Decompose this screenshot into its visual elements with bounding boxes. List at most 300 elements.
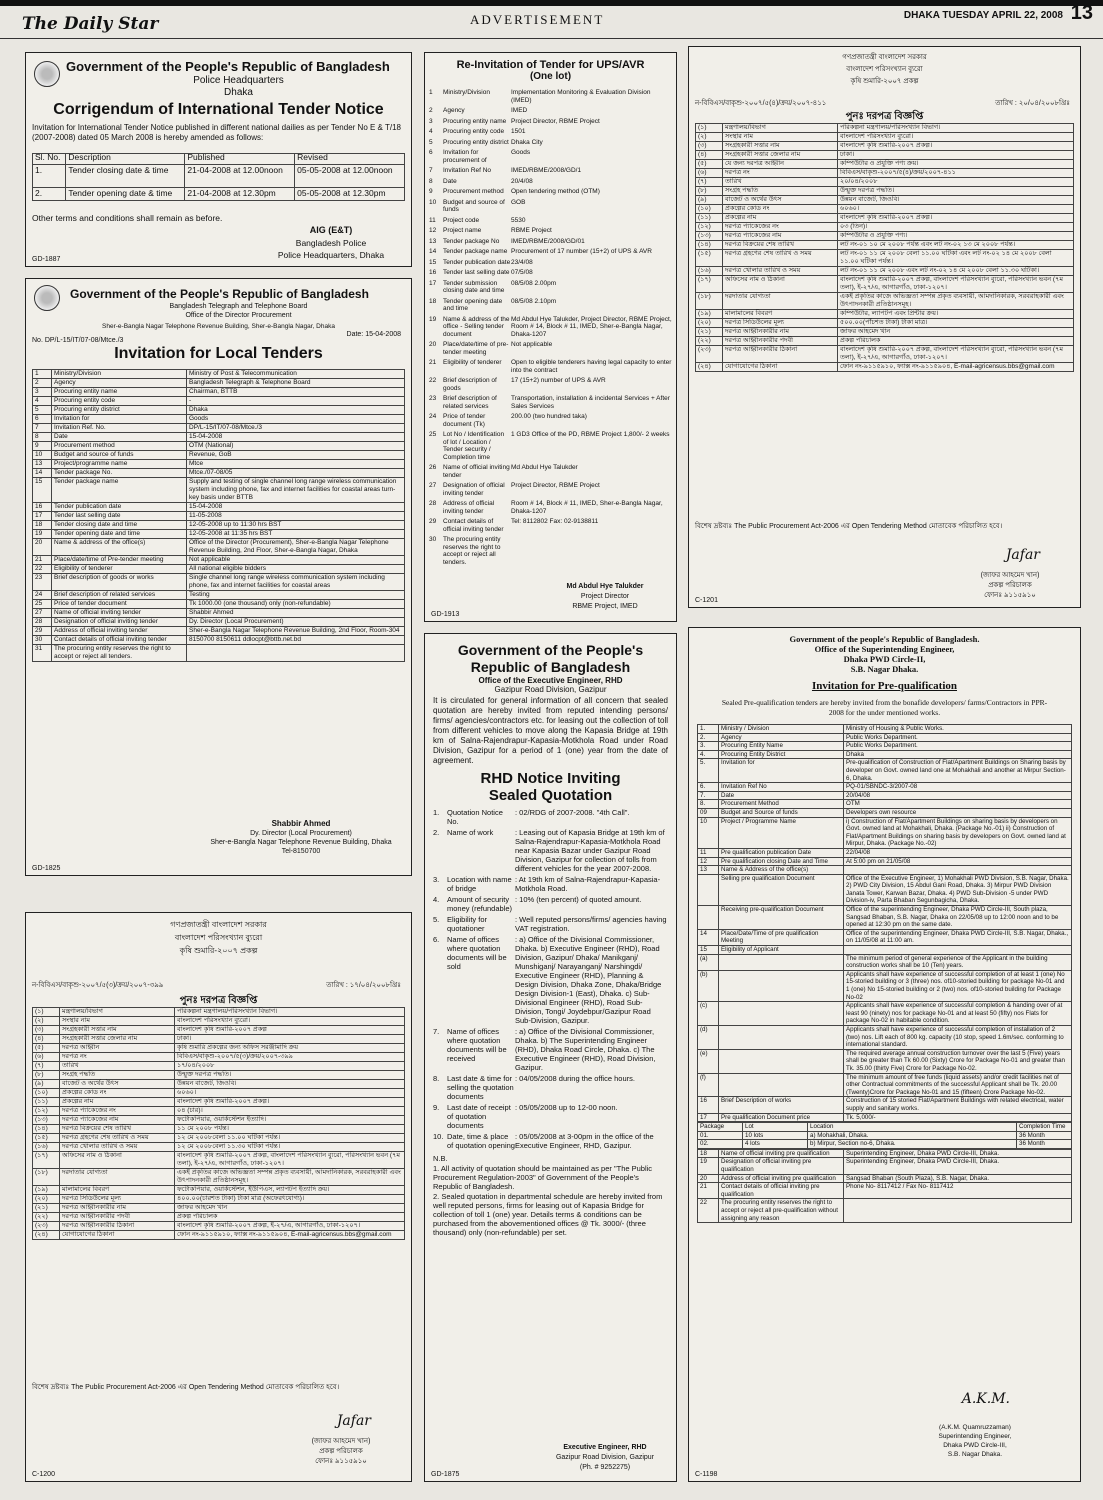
table-row <box>698 1131 1072 1140</box>
list-cell: Dhaka City <box>511 138 543 146</box>
table-cell: 31 <box>33 645 52 662</box>
list-cell: Tel: 8112802 Fax: 02-9138811 <box>511 518 599 525</box>
table-cell: (c) <box>698 1002 719 1026</box>
table-cell: (৭) <box>33 1062 60 1071</box>
list-item <box>433 1103 668 1130</box>
table-row <box>33 469 405 478</box>
list-cell: Implementation Monitoring & Evaluation Division (IMED) <box>511 89 651 104</box>
table-cell: Tk. 5,000/- <box>844 1113 1072 1122</box>
table-cell: (২৩) <box>696 346 723 363</box>
table-cell: (৮) <box>33 1071 60 1080</box>
item-number: 8. <box>433 1074 440 1083</box>
table-cell: Applicants shall have experience of successful completion of at least 1 (one) No 15-storied building or 3 (three) nos. of10-storied building for package No-01 and 1 (one) No 15-storied building or 2 (two) nos. of10-storied building for Package No-02 <box>844 970 1072 1001</box>
table-cell: Pre qualification closing Date and Time <box>719 857 844 866</box>
table-cell: কম্পিউটার, ল্যাপটপ এবং প্রিন্টার ক্রয়। <box>838 310 1074 319</box>
table-cell: Phone No- 8117412 / Fax No- 8117412 <box>844 1183 1072 1199</box>
table-cell: বাংলাদেশ পরিসংখ্যান ব্যুরো। <box>838 133 1074 142</box>
table-cell: প্রকল্পের কোড নং <box>60 1089 175 1098</box>
table-row <box>33 645 405 662</box>
table-cell: বাংলাদেশ কৃষি শুমারি-২০০৭ প্রকল্প। <box>838 142 1074 151</box>
list-cell: 19 <box>429 315 437 323</box>
list-cell: 18 <box>429 297 437 305</box>
item-key: Name of offices where quotation documents will be sold <box>447 935 507 971</box>
table-cell: Procuring Entity Name <box>719 742 844 751</box>
table-cell: দরপত্র বিক্রয়ের শেষ তারিখ <box>60 1125 175 1134</box>
item-number: 5. <box>433 915 440 924</box>
table-row <box>698 929 1072 945</box>
table-cell: 16 <box>33 503 52 512</box>
table-cell: Tender closing date and time <box>52 521 187 530</box>
table-cell: দরপত্র সিডিউলের মূল্য <box>723 319 838 328</box>
table-cell: Applicants shall have experience of successful completion of installation of 2 (two) nos. Lift each of 800 kg. capacity (10 stop, speed 1.6m/sec. conforming to international standard. <box>844 1025 1072 1049</box>
ad-code: C-1198 <box>695 1471 718 1478</box>
signatory-name: Md Abdul Hye Talukder <box>566 583 644 590</box>
paper-name: The Daily Star <box>22 14 159 34</box>
list-cell: Tender submission closing date and time <box>443 279 505 294</box>
table-cell: 12 <box>698 857 719 866</box>
list-cell: 4 <box>429 128 433 135</box>
table-cell: (৯) <box>33 1080 60 1089</box>
ad-intro: Invitation for International Tender Notice published in different national dailies as per Tender No E & T/18 (2007-2008) dated 05 March 2008 is hereby amended as follows: <box>32 123 401 142</box>
table-cell: (১৭) <box>696 276 723 293</box>
list-cell: Not applicable <box>511 341 553 348</box>
table-cell: 36 Month <box>1017 1140 1072 1149</box>
list-cell: 1 GD3 Office of the PD, RBME Project 1,800/- 2 weeks <box>511 431 670 438</box>
list-cell: 21 <box>429 359 437 366</box>
table-cell: প্রকল্প পরিচালক <box>838 337 1074 346</box>
list-item <box>429 395 672 410</box>
table-cell: Lot <box>743 1123 808 1132</box>
table-cell: 23 <box>33 574 52 591</box>
table-cell: Single channel long range wireless communication system including phone, fax and internet facilities for coastal areas <box>187 574 405 591</box>
list-item <box>429 89 672 104</box>
table-cell: 8150700 8150611 ddlocpt@bttb.net.bd <box>187 636 405 645</box>
table-row <box>33 565 405 574</box>
table-row <box>698 725 1072 734</box>
table-cell: দরপত্র নং <box>60 1053 175 1062</box>
table-row <box>33 1125 405 1134</box>
table-row <box>33 1116 405 1125</box>
ad-footer-note: Other terms and conditions shall remain as before. <box>32 213 223 223</box>
table-cell: দরপত্র আহ্বানকারীর নাম <box>723 328 838 337</box>
table-cell: Public Works Department. <box>844 733 1072 742</box>
ad-city: Dhaka <box>224 87 253 98</box>
table-cell: বাংলাদেশ কৃষি শুমারি-২০০৭ প্রকল্প। <box>838 214 1074 223</box>
item-number: 10. <box>433 1132 444 1141</box>
list-cell: Contact details of official inviting tender <box>443 518 504 533</box>
list-cell: Budget and source of funds <box>443 198 505 213</box>
ad-pwd-prequalification <box>688 627 1081 1482</box>
signatory-tel: ফোনঃ ৯১১৫৯১০ <box>315 1458 367 1465</box>
item-value: : Well reputed persons/firms/ agencies having VAT registration. <box>515 915 667 933</box>
masthead <box>0 0 1103 39</box>
table-cell: 17 <box>33 512 52 521</box>
table-cell: 36 Month <box>1017 1131 1072 1140</box>
table-cell: (২২) <box>33 1213 60 1222</box>
ad-code: GD-1887 <box>32 256 61 263</box>
list-cell: Tender publication date <box>443 258 511 266</box>
list-item <box>429 167 672 175</box>
table-cell: দরপত্র আহ্বান <box>60 1044 175 1053</box>
item-value: : 05/05/2008 at 3-00pm in the office of the Executive Engineer, RHD, Gazipur. <box>515 1132 654 1150</box>
table-cell: ফোন নং-৯১১৫৯১০, ফ্যাক্স নং-৯১১৫৯০৪, E-mail-agricensus.bbs@gmail.com <box>175 1231 405 1240</box>
table-cell: Invitation for <box>719 759 844 783</box>
table-cell: দরপত্র সিডিউলের মূল্য <box>60 1195 175 1204</box>
table-cell: Date <box>52 433 187 442</box>
table-cell: Sher-e-Bangla Nagar Telephone Revenue Building, 2nd Floor, Room-304 <box>187 627 405 636</box>
list-cell: 11 <box>429 216 436 224</box>
table-cell <box>719 970 844 1001</box>
tender-details-table <box>32 369 405 662</box>
table-cell: Tender opening date & time <box>66 188 185 201</box>
table-cell: 2. <box>698 733 719 742</box>
table-cell: Budget and source of funds <box>52 451 187 460</box>
table-row <box>698 759 1072 783</box>
list-cell: Tender package No <box>443 237 500 245</box>
table-cell: প্রকল্প পরিচালক <box>175 1213 405 1222</box>
list-cell: Project code <box>443 216 480 224</box>
list-cell: Name & address of the office - Selling tender document <box>443 315 510 338</box>
signatory-address: Sher-e-Bangla Nagar Telephone Revenue Building, Dhaka <box>210 839 392 846</box>
ad-bengali-retender-right <box>688 46 1081 608</box>
table-cell: (৮) <box>696 187 723 196</box>
ad-circle: Dhaka PWD Circle-II, <box>843 654 926 664</box>
table-cell: (১৮) <box>33 1169 60 1186</box>
table-cell: Contact details of official inviting tender <box>52 636 187 645</box>
table-row <box>33 521 405 530</box>
table-cell: Name & Address of the office(s) <box>719 866 844 875</box>
table-row <box>698 874 1072 905</box>
table-cell: কম্পিউটার ও প্রযুক্তি পণ্য। <box>838 232 1074 241</box>
item-key: Quotation Notice No. <box>447 808 503 826</box>
list-cell: The procuring entity reserves the right to accept or reject all tenders. <box>443 536 501 566</box>
table-cell: Designation of official inviting tender <box>52 618 187 627</box>
list-item <box>429 199 672 214</box>
list-cell: 17 (15+2) number of UPS & AVR <box>511 377 606 384</box>
table-cell: উন্মুক্ত দরপত্র পদ্ধতি। <box>838 187 1074 196</box>
ad-org: Bangladesh Telegraph and Telephone Board <box>169 303 308 310</box>
item-key: Name of offices where quotation documents will be received <box>447 1027 507 1063</box>
table-row <box>696 223 1074 232</box>
table-cell: ৪০০.০০(চারশত টাকা) টাকা মাত্র (অফেরৎযোগ্য)। <box>175 1195 405 1204</box>
table-cell: সংগ্রহকারী সত্তার জেলার নাম <box>60 1035 175 1044</box>
list-cell: 14 <box>429 248 437 255</box>
table-row <box>33 618 405 627</box>
table-row <box>33 442 405 451</box>
list-cell: 15 <box>429 258 437 266</box>
list-cell: 12 <box>429 227 437 234</box>
list-cell: Lot No / Identification of lot / Location / Tender security / Completion time <box>443 431 505 461</box>
table-cell: পরিকল্পনা মন্ত্রণালয়/পরিসংখ্যান বিভাগ। <box>838 124 1074 133</box>
table-cell: Address of official inviting pre qualification <box>719 1174 844 1183</box>
section-label: ADVERTISEMENT <box>470 12 605 27</box>
table-row <box>696 142 1074 151</box>
package-table <box>697 1122 1072 1149</box>
list-cell: 16 <box>429 269 437 276</box>
list-cell: 23/4/08 <box>511 258 533 266</box>
ad-police-corrigendum <box>25 52 412 267</box>
table-cell: Eligibility of tenderer <box>52 565 187 574</box>
ad-gov-heading: গণপ্রজাতন্ত্রী বাংলাদেশ সরকার <box>842 54 927 61</box>
table-cell: Agency <box>52 379 187 388</box>
table-cell <box>719 1025 844 1049</box>
table-cell: Construction of 15 storied Flat/Apartment Buildings with related electrical, water supply and sanitary works. <box>844 1097 1072 1113</box>
list-cell: Invitation Ref No <box>443 167 492 174</box>
list-cell: 08/5/08 2.00pm <box>511 279 557 287</box>
list-item <box>433 1027 668 1072</box>
table-cell: বিবিএস/বাকৃশু-২০০৭/৫(৩)/ক্রয়/২০০৭-৩৯৯ <box>175 1053 405 1062</box>
table-cell: 1. <box>33 165 66 188</box>
table-cell: (২১) <box>33 1204 60 1213</box>
signature-image: A.K.M. <box>961 1391 1010 1407</box>
table-cell: (১১) <box>33 1098 60 1107</box>
list-cell: Procuring entity district <box>443 138 509 146</box>
table-cell: প্রকল্পের কোড নং <box>723 205 838 214</box>
list-cell: Ministry/Division <box>443 89 490 96</box>
table-cell: দরপত্র খোলার তারিখ ও সময় <box>60 1143 175 1152</box>
table-cell: (২২) <box>696 337 723 346</box>
list-cell: 26 <box>429 464 437 471</box>
table-row <box>696 205 1074 214</box>
table-cell: লট নং-০১ ১১ মে ২০০৮ বেলা ১১.০০ ঘটিকা এবং লট নং-০২ ১৪ মে ২০০৮ বেলা ১১.০০ ঘটিকা পর্যন্ত। <box>838 250 1074 267</box>
table-cell: মন্ত্রণালয়/বিভাগ <box>723 124 838 133</box>
ad-org: বাংলাদেশ পরিসংখ্যান ব্যুরো <box>174 933 263 942</box>
ad-code: GD-1913 <box>431 611 460 618</box>
item-value: : Leasing out of Kapasia Bridge at 19th km of Salna-Rajendrapur-Kapasia-Motkhola Road near Kapasia Bazar under Gazipur Road Division, Gazipur for collection of tolls from different vehicles for the year 2007-2008. <box>515 828 665 873</box>
table-cell: (১৮) <box>696 293 723 310</box>
table-cell: Invitation Ref. No. <box>52 424 187 433</box>
item-number: 3. <box>433 875 440 884</box>
list-item <box>433 875 668 893</box>
table-row <box>33 1222 405 1231</box>
item-value: : 02/RDG of 2007-2008. "4th Call". <box>515 808 630 817</box>
ad-address: S.B. Nagar Dhaka. <box>850 664 919 674</box>
table-cell <box>719 1002 844 1026</box>
list-cell: 13 <box>429 237 437 245</box>
table-cell: সংস্থার নাম <box>723 133 838 142</box>
table-row <box>33 1107 405 1116</box>
signatory-name: (জাফর আহমেদ খান) <box>980 572 1040 579</box>
table-cell: Ministry of Post & Telecommunication <box>187 370 405 379</box>
table-row <box>33 478 405 503</box>
list-cell: 1501 <box>511 128 526 135</box>
table-cell: উন্নয়ন বাজেট, জিওবি। <box>838 196 1074 205</box>
table-cell: OTM (National) <box>187 442 405 451</box>
list-item <box>429 149 672 164</box>
item-value: : 05/05/2008 up to 12-00 noon. <box>515 1103 618 1112</box>
list-cell: 25 <box>429 431 437 438</box>
list-item <box>429 248 672 256</box>
table-row <box>698 848 1072 857</box>
table-row <box>698 1097 1072 1113</box>
table-cell: Not applicable <box>187 556 405 565</box>
table-cell: বিবিএস/বাকৃশু-২০০৭/৫(৪)/ক্রয়/২০০৭-৪১১ <box>838 169 1074 178</box>
ad-date: তারিখ : ১৭/০৪/২০০৮খ্রিঃ <box>326 982 401 989</box>
list-cell: 07/5/08 <box>511 269 533 276</box>
table-cell <box>844 946 1072 955</box>
table-cell: (১৯) <box>33 1186 60 1195</box>
table-cell: 15 <box>33 478 52 503</box>
table-cell: (১২) <box>696 223 723 232</box>
ad-ref-no: No. DP/L-15/IT/07-08/Mtce./3 <box>32 337 124 344</box>
table-cell: জাফর আহমেদ খান <box>175 1204 405 1213</box>
table-cell: দরপত্র নং <box>723 169 838 178</box>
table-row <box>33 406 405 415</box>
table-cell: 8. <box>698 800 719 809</box>
table-cell: (a) <box>698 954 719 970</box>
list-cell: Transportation, installation & incidental Services + After Sales Services <box>511 395 670 410</box>
item-key: Eligibility for quotationer <box>447 915 488 933</box>
ad-title: পুনঃ দরপত্র বিজ্ঞপ্তি <box>845 111 924 122</box>
table-cell: দরপত্র গ্রহণের শেষ তারিখ ও সময় <box>60 1134 175 1143</box>
list-cell: 7 <box>429 167 433 174</box>
table-cell: (৭) <box>696 178 723 187</box>
table-cell: যে জন্য দরপত্র আহ্বান <box>723 160 838 169</box>
table-cell: Selling pre qualification Document <box>719 874 844 905</box>
table-row <box>696 124 1074 133</box>
list-cell: 8 <box>429 177 433 185</box>
table-cell <box>719 1073 844 1097</box>
table-cell: 19 <box>33 530 52 539</box>
table-cell: 18 <box>698 1149 719 1158</box>
table-cell: 30 <box>33 636 52 645</box>
table-cell: 15-04-2008 <box>187 503 405 512</box>
table-cell: (১৭) <box>33 1152 60 1169</box>
table-row <box>696 328 1074 337</box>
list-cell: Md Abdul Hye Talukder <box>511 464 578 471</box>
ad-bttb-local-tenders <box>25 278 412 876</box>
table-cell: (১) <box>33 1008 60 1017</box>
table-cell: (১৬) <box>696 267 723 276</box>
table-row <box>698 1073 1072 1097</box>
list-cell: 3 <box>429 117 433 125</box>
table-cell: OTM <box>844 800 1072 809</box>
ad-intro: Sealed Pre-qualification tenders are hereby invited from the bonafide developers/ farms/Contractors in PPR-2008 for the under mentioned works. <box>721 698 1048 717</box>
ad-office: Office of the Executive Engineer, RHD <box>478 676 623 685</box>
table-row <box>33 379 405 388</box>
list-item <box>429 316 672 339</box>
table-cell: Address of official inviting tender <box>52 627 187 636</box>
table-cell: (১৫) <box>33 1134 60 1143</box>
table-cell: (১৪) <box>33 1125 60 1134</box>
table-row <box>33 388 405 397</box>
ad-note: বিশেষ দ্রষ্টব্যঃ The Public Procurement Act-2006 এর Open Tendering Method মোতাবেক পরিচালিত হবে। <box>695 523 1003 530</box>
signatory-org: Bangladesh Police <box>295 238 367 248</box>
table-row <box>33 433 405 442</box>
corrigendum-table <box>32 153 405 201</box>
table-row <box>33 1143 405 1152</box>
list-cell: Open to eligible tenderers having legal capacity to enter into the contract <box>511 359 672 374</box>
ad-intro: It is circulated for general information of all concern that sealed quotation are hereby invited from reputed intending persons/ firms/ agencies/contractors etc. for leasing out the collection of toll from different vehicles to move along the Kapasia Bridge at 19th km of Salna-Rajendrapur-Kapasia-Motkhola Road under Road Division, Gazipur for a period of 1 (one) year from the date of agreement. <box>433 696 668 765</box>
table-row <box>698 1158 1072 1174</box>
table-row <box>696 363 1074 372</box>
table-cell: সংগ্রহ পদ্ধতি <box>60 1071 175 1080</box>
table-cell: 15-04-2008 <box>187 433 405 442</box>
table-cell: 21 <box>698 1183 719 1199</box>
table-cell: 6. <box>698 783 719 792</box>
top-rule <box>0 0 1103 6</box>
table-cell: সংগ্রহকারী সত্তার নাম <box>723 142 838 151</box>
table-cell: 05-05-2008 at 12.30pm <box>295 188 405 201</box>
table-header: Sl. No. <box>33 154 66 165</box>
table-cell: Pre qualification publication Date <box>719 848 844 857</box>
list-cell: Designation of official inviting tender <box>443 482 505 497</box>
table-cell: Office of the Director (Procurement), Sher-e-Bangla Nagar Telephone Revenue Building, 2nd Floor, Sher-e-Bangla Nagar, Dhaka <box>187 539 405 556</box>
table-cell: মন্ত্রণালয়/বিভাগ <box>60 1008 175 1017</box>
item-value: : a) Office of the Divisional Commissioner, Dhaka. b) Executive Engineer (RHD), Road Division, Gazipur/ Dhaka/ Manikganj/ Munshiganj/ Narayanganj/ Narshingdi/ Executive Engineer (RHD), Planning & Design Division, Dhaka Zone, Dhaka/Bridge Design Division-1 (East), Dhaka. c) Sub-Divisional Engineer (RHD), Road Sub-Division, Tongi/ Joydebpur/Gazipur Road Sub-Division, Gazipur. <box>515 935 662 1025</box>
table-cell: 18 <box>33 521 52 530</box>
table-cell: Tender package No. <box>52 469 187 478</box>
table-cell: 10 <box>698 817 719 848</box>
table-row <box>698 791 1072 800</box>
list-cell: 27 <box>429 482 437 489</box>
ad-title: পুনঃ দরপত্র বিজ্ঞপ্তি <box>179 995 258 1006</box>
tender-details-table <box>32 1007 405 1240</box>
table-cell: a) Mohakhali, Dhaka. <box>808 1131 1017 1140</box>
table-cell: দরদাতার যোগ্যতা <box>723 293 838 310</box>
list-cell: 5 <box>429 138 433 146</box>
table-cell: ২০/০৪/২০০৮ <box>838 178 1074 187</box>
table-row <box>696 178 1074 187</box>
table-row <box>33 1231 405 1240</box>
table-cell: দরপত্র প্যাকেজের নং <box>723 223 838 232</box>
table-row <box>698 733 1072 742</box>
details-table <box>32 1007 405 1240</box>
nb-item: 2. Sealed quotation in departmental schedule are hereby invited from well reputed persons, firms for leasing out of Kapasia Bridge for collection of toll 1 (one) year. Details terms & conditions can be purchased from the abovementioned offices @ Tk. 3000/- (three thousand) only (non-refundable) per set. <box>433 1192 663 1237</box>
signatory-circle: Dhaka PWD Circle-III, <box>943 1442 1007 1449</box>
table-cell: Invitation Ref No <box>719 783 844 792</box>
table-cell: ফটোকপিয়ার, ওয়ার্কস্টেশন, ইউপিএস, ল্যাপটপ ইত্যাদি ক্রয়। <box>175 1186 405 1195</box>
item-key: Amount of security money (refundable) <box>447 895 513 913</box>
ad-gov-heading: Government of the People's Republic of Bangladesh <box>66 59 390 74</box>
signatory-org: RBME Project, IMED <box>572 603 638 610</box>
table-cell: 10 lots <box>743 1131 808 1140</box>
ad-title-line1: RHD Notice Inviting <box>480 770 621 787</box>
table-cell: দরপত্র খোলার তারিখ ও সময় <box>723 267 838 276</box>
table-cell: (২০) <box>33 1195 60 1204</box>
list-cell: 23 <box>429 395 437 402</box>
table-cell: 22 <box>698 1199 719 1223</box>
table-cell: 9 <box>33 442 52 451</box>
table-row <box>698 866 1072 875</box>
table-cell: পরিকল্পনা মন্ত্রণালয়/পরিসংখ্যান বিভাগ। <box>175 1008 405 1017</box>
table-cell: সংগ্রহকারী সত্তার জেলার নাম <box>723 151 838 160</box>
table-cell: 3 <box>33 388 52 397</box>
ad-office: Office of the Director Procurement <box>185 312 292 319</box>
table-cell: Package <box>698 1123 743 1132</box>
item-number: 6. <box>433 935 440 944</box>
table-cell: একই প্রকৃতির কাজে অভিজ্ঞতা সম্পন্ন প্রকৃত ব্যবসায়ী, আমদানিকারক, সরবরাহকারী এবং উৎপাদনকারী প্রতিষ্ঠানসমূহ। <box>175 1169 405 1186</box>
table-cell: 11-05-2008 <box>187 512 405 521</box>
ad-gov-heading: গণপ্রজাতন্ত্রী বাংলাদেশ সরকার <box>170 920 267 929</box>
signatory-title: Project Director <box>580 593 630 600</box>
table-cell: Project / Programme Name <box>719 817 844 848</box>
list-cell: Invitation for procurement of <box>443 149 487 164</box>
ad-ups-avr-tender <box>424 52 677 622</box>
table-cell: 02. <box>698 1140 743 1149</box>
table-row <box>698 1113 1072 1122</box>
table-cell: Tender package name <box>52 478 187 503</box>
table-row <box>33 1098 405 1107</box>
table-cell: DP/L-15/IT/07-08/Mtce./3 <box>187 424 405 433</box>
list-item <box>429 341 672 356</box>
item-key: Last date of receipt of quotation documents <box>447 1103 511 1130</box>
table-row <box>696 310 1074 319</box>
table-cell: 7 <box>33 424 52 433</box>
table-header: Revised <box>295 154 405 165</box>
table-row <box>698 906 1072 930</box>
table-cell: লট নং-০১ ১১ মে ২০০৮ এবং লট নং-০২ ১৪ মে ২০০৮ বেলা ১১.৩০ ঘটিকা। <box>838 267 1074 276</box>
